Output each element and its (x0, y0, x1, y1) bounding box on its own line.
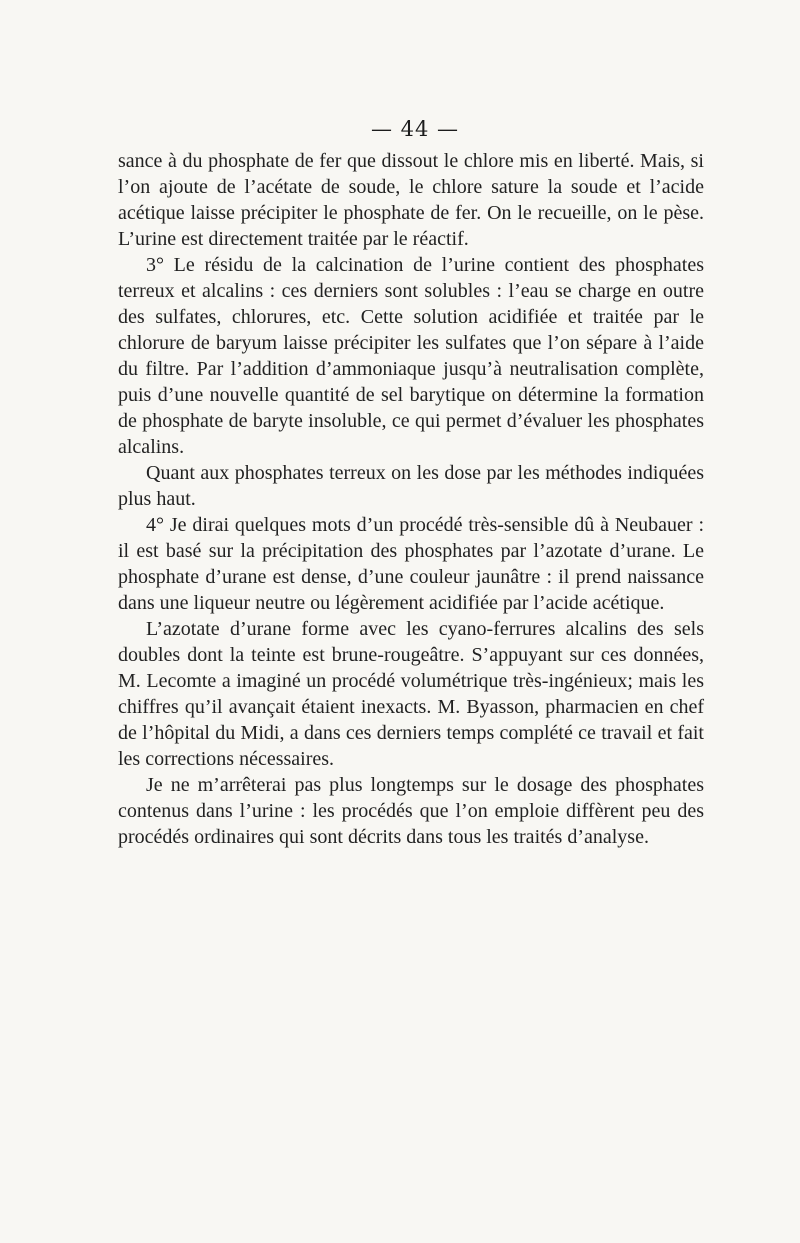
paragraph-calcination-residue: 3° Le résidu de la calcination de l’urine contient des phosphates terreux et alcalins : ces derniers sont solubles : l’eau se charge en outre des sulfates, chlorures, etc. Cette solution acidifiée et traitée par le chlorure de baryum laisse précipiter les sulfates que l’on sépare à l’aide du filtre. Par l’addition d’ammoniaque jusqu’à neutralisation complète, puis d’une nouvelle quantité de sel barytique on détermine la formation de phosphate de baryte insoluble, ce qui permet d’évaluer les phosphates alcalins. (118, 254, 704, 458)
body-text (118, 148, 704, 850)
paragraph-conclusion: Je ne m’arrêterai pas plus longtemps sur le dosage des phosphates contenus dans l’urine : les procédés que l’on emploie diffèrent peu des procédés ordinaires qui sont décrits dans tous les traités d’analyse. (118, 774, 704, 848)
paragraph-uranium-nitrate: L’azotate d’urane forme avec les cyano-ferrures alcalins des sels doubles dont la teinte est brune-rougeâtre. S’appuyant sur ces données, M. Lecomte a imaginé un procédé volumétrique très-ingénieux; mais les chiffres qu’il avançait étaient inexacts. M. Byasson, pharmacien en chef de l’hôpital du Midi, a dans ces derniers temps complété ce travail et fait les corrections nécessaires. (118, 618, 704, 770)
paragraph-earthy-phosphates: Quant aux phosphates terreux on les dose par les méthodes indiquées plus haut. (118, 462, 704, 510)
page-number: — 44 — (370, 117, 460, 141)
paragraph-neubauer-method: 4° Je dirai quelques mots d’un procédé très-sensible dû à Neubauer : il est basé sur la précipitation des phosphates par l’azotate d’urane. Le phosphate d’urane est dense, d’une couleur jaunâtre : il prend naissance dans une liqueur neutre ou légèrement acidifiée par l’acide acétique. (118, 514, 704, 614)
paragraph-continuation: sance à du phosphate de fer que dissout le chlore mis en liberté. Mais, si l’on ajoute de l’acétate de soude, le chlore sature la soude et l’acide acétique laisse précipiter le phosphate de fer. On le recueille, on le pèse. L’urine est directement traitée par le réactif. (118, 150, 704, 250)
